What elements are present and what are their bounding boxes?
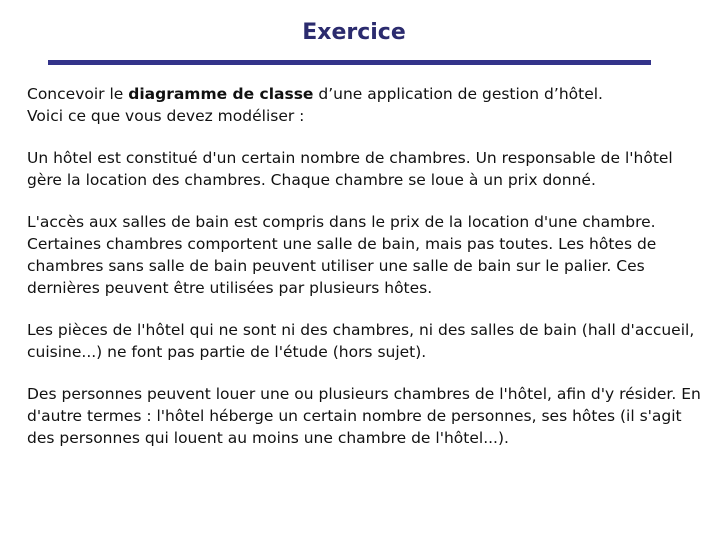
intro-paragraph [27,83,707,127]
title-underline [48,60,651,65]
paragraph-bathrooms: L'accès aux salles de bain est compris dans le prix de la location d'une chambre. Certaines chambres comportent une salle de bain, mais pas toutes. Les hôtes de chambres sans salle de bain peuvent utiliser une salle de bain sur le palier. Ces dernières peuvent être utilisées par plusieurs hôtes. [27,213,657,297]
intro-text-start: Concevoir le [27,85,129,103]
paragraph-rooms: Un hôtel est constitué d'un certain nombre de chambres. Un responsable de l'hôtel gère la location des chambres. Chaque chambre se loue à un prix donné. [27,149,673,189]
exercise-body [27,83,707,449]
intro-text-end: d’une application de gestion d’hôtel. [313,85,603,103]
paragraph-other-rooms: Les pièces de l'hôtel qui ne sont ni des chambres, ni des salles de bain (hall d'accueil, cuisine...) ne font pas partie de l'étude (hors sujet). [27,321,695,361]
intro-bold-term: diagramme de classe [128,85,314,103]
paragraph-guests: Des personnes peuvent louer une ou plusieurs chambres de l'hôtel, afin d'y résider. En d'autre termes : l'hôtel héberge un certain nombre de personnes, ses hôtes (il s'agit des personnes qui louent au moins une chambre de l'hôtel...). [27,385,701,447]
intro-second-line: Voici ce que vous devez modéliser : [27,107,305,125]
page-title: Exercice [302,20,406,45]
